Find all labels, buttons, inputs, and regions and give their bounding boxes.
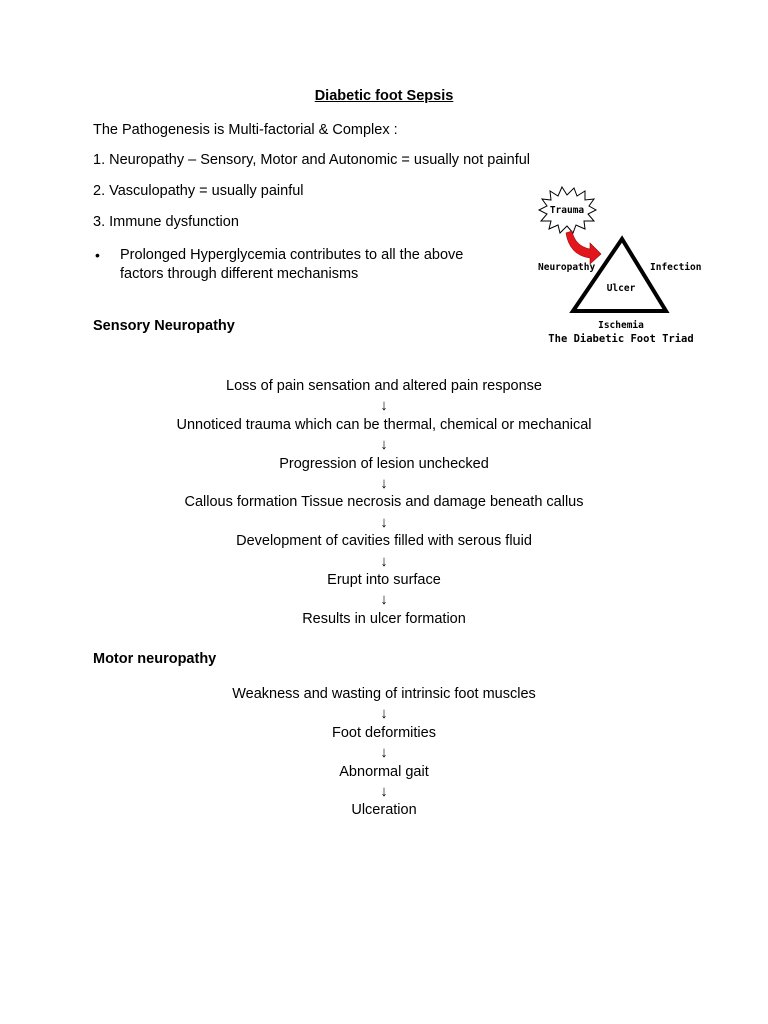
ulcer-label: Ulcer	[606, 283, 636, 294]
down-arrow-icon: ↓	[380, 397, 388, 415]
trauma-label: Trauma	[549, 205, 585, 216]
motor-step: Ulceration	[351, 802, 417, 819]
down-arrow-icon: ↓	[380, 436, 388, 454]
motor-step: Foot deformities	[332, 724, 436, 741]
down-arrow-icon: ↓	[380, 744, 388, 762]
infection-label: Infection	[650, 262, 702, 273]
ischemia-label: Ischemia	[598, 320, 644, 331]
bullet-dot-icon: •	[95, 247, 100, 263]
down-arrow-icon: ↓	[380, 782, 388, 800]
motor-step: Weakness and wasting of intrinsic foot muscles	[232, 686, 536, 702]
sensory-step: Progression of lesion unchecked	[279, 455, 489, 472]
neuropathy-label: Neuropathy	[538, 262, 596, 273]
motor-heading: Motor neuropathy	[93, 651, 217, 667]
sensory-flowchart	[0, 377, 768, 629]
triad-caption: The Diabetic Foot Triad	[548, 333, 694, 345]
sensory-step: Loss of pain sensation and altered pain response	[226, 378, 542, 394]
point-vasculopathy: 2. Vasculopathy = usually painful	[93, 183, 304, 199]
down-arrow-icon: ↓	[380, 552, 388, 570]
motor-flowchart	[0, 685, 768, 821]
point-immune: 3. Immune dysfunction	[93, 214, 239, 230]
bullet-line-2: factors through different mechanisms	[120, 266, 359, 282]
down-arrow-icon: ↓	[380, 513, 388, 531]
sensory-heading: Sensory Neuropathy	[93, 318, 235, 334]
sensory-step: Development of cavities filled with serous fluid	[236, 533, 532, 550]
down-arrow-icon: ↓	[380, 705, 388, 723]
trauma-arrow-icon	[566, 231, 601, 264]
motor-step: Abnormal gait	[339, 763, 429, 780]
bullet-line-1: Prolonged Hyperglycemia contributes to all the above	[120, 247, 464, 263]
sensory-step: Callous formation Tissue necrosis and damage beneath callus	[184, 494, 584, 511]
sensory-step: Results in ulcer formation	[302, 610, 466, 627]
down-arrow-icon: ↓	[380, 591, 388, 609]
down-arrow-icon: ↓	[380, 474, 388, 492]
point-neuropathy: 1. Neuropathy – Sensory, Motor and Autonomic = usually not painful	[93, 152, 531, 168]
diabetic-foot-triad-diagram	[528, 183, 708, 353]
sensory-step: Erupt into surface	[327, 571, 441, 588]
intro-text: The Pathogenesis is Multi-factorial & Complex :	[93, 122, 398, 138]
page-title: Diabetic foot Sepsis	[314, 88, 454, 104]
sensory-step: Unnoticed trauma which can be thermal, chemical or mechanical	[176, 416, 592, 433]
